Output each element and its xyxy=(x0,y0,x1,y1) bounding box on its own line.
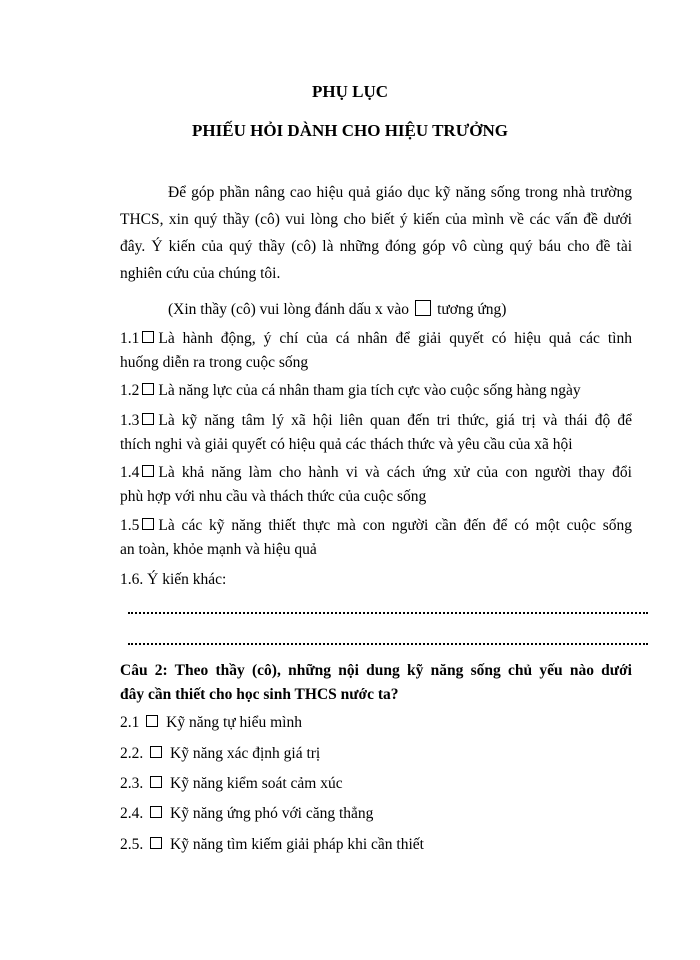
option-1-2 xyxy=(120,382,581,400)
option-number: 2.4. xyxy=(120,805,144,822)
option-text: Kỹ năng tìm kiếm giải pháp khi cần thiết xyxy=(170,836,424,853)
option-text: Là năng lực của cá nhân tham gia tích cực vào cuộc sống hàng ngày xyxy=(158,382,581,399)
option-1-4 xyxy=(120,464,632,482)
option-1-5-cont: an toàn, khỏe mạnh và hiệu quả xyxy=(120,541,317,558)
option-text: Kỹ năng ứng phó với căng thẳng xyxy=(170,805,374,822)
answer-line-1[interactable] xyxy=(128,602,648,614)
option-2-3 xyxy=(120,775,343,793)
checkbox-2-5[interactable] xyxy=(150,837,162,849)
option-text: Là kỹ năng tâm lý xã hội liên quan đến tri thức, giá trị và thái độ để xyxy=(158,412,632,429)
question-2-line-1: Câu 2: Theo thầy (cô), những nội dung kỹ năng sống chủ yếu nào dưới xyxy=(120,662,632,679)
option-1-3 xyxy=(120,412,632,430)
option-number: 1.3 xyxy=(120,412,140,429)
option-1-3-cont: thích nghi và giải quyết có hiệu quả các thách thức và yêu cầu của xã hội xyxy=(120,436,573,453)
option-number: 1.2 xyxy=(120,382,140,399)
example-checkbox-icon xyxy=(415,300,431,316)
option-text: Là hành động, ý chí của cá nhân để giải quyết có hiệu quả các tình xyxy=(158,330,632,347)
question-2-line-2: đây cần thiết cho học sinh THCS nước ta? xyxy=(120,686,399,703)
option-1-1-cont: huống diễn ra trong cuộc sống xyxy=(120,354,309,371)
checkbox-1-3[interactable] xyxy=(142,413,154,425)
option-number: 2.3. xyxy=(120,775,144,792)
instruction-text-after: tương ứng) xyxy=(437,301,507,318)
checkbox-2-3[interactable] xyxy=(150,776,162,788)
option-1-4-cont: phù hợp với nhu cầu và thách thức của cuộc sống xyxy=(120,488,427,505)
option-text: Là khả năng làm cho hành vi và cách ứng xử của con người thay đổi xyxy=(158,464,632,481)
option-text: Kỹ năng xác định giá trị xyxy=(170,745,321,762)
option-2-1 xyxy=(120,714,302,732)
option-1-5 xyxy=(120,517,632,535)
checkbox-2-1[interactable] xyxy=(146,715,158,727)
appendix-heading: PHỤ LỤC xyxy=(311,82,389,101)
option-number: 1.4 xyxy=(120,464,140,481)
option-number: 2.5. xyxy=(120,836,144,853)
instruction xyxy=(168,300,506,319)
answer-line-2[interactable] xyxy=(128,633,648,645)
checkbox-1-5[interactable] xyxy=(142,518,154,530)
option-number: 2.1 xyxy=(120,714,140,731)
option-number: 1.1 xyxy=(120,330,140,347)
checkbox-1-2[interactable] xyxy=(142,383,154,395)
checkbox-2-4[interactable] xyxy=(150,806,162,818)
option-text: Kỹ năng kiểm soát cảm xúc xyxy=(170,775,343,792)
option-2-4 xyxy=(120,805,373,823)
option-2-2 xyxy=(120,745,320,763)
checkbox-1-4[interactable] xyxy=(142,465,154,477)
option-text: Kỹ năng tự hiểu mình xyxy=(166,714,302,731)
option-number: 2.2. xyxy=(120,745,144,762)
other-opinion-label: 1.6. Ý kiến khác: xyxy=(120,571,227,588)
checkbox-1-1[interactable] xyxy=(142,331,154,343)
survey-title: PHIẾU HỎI DÀNH CHO HIỆU TRƯỞNG xyxy=(192,121,508,140)
option-1-1 xyxy=(120,330,632,348)
option-2-5 xyxy=(120,836,424,854)
checkbox-2-2[interactable] xyxy=(150,746,162,758)
instruction-text-before: (Xin thầy (cô) vui lòng đánh dấu x vào xyxy=(168,301,410,318)
intro-paragraph: Để góp phần nâng cao hiệu quả giáo dục kỹ năng sống trong nhà trường THCS, xin quý thầy (cô) vui lòng cho biết ý kiến của mình về các vấn đề dưới đây. Ý kiến của quý thầy (cô) là những đóng góp vô cùng quý báu cho đề tài nghiên cứu của chúng tôi. xyxy=(120,184,632,282)
option-text: Là các kỹ năng thiết thực mà con người cần đến để có một cuộc sống xyxy=(158,517,632,534)
option-number: 1.5 xyxy=(120,517,140,534)
